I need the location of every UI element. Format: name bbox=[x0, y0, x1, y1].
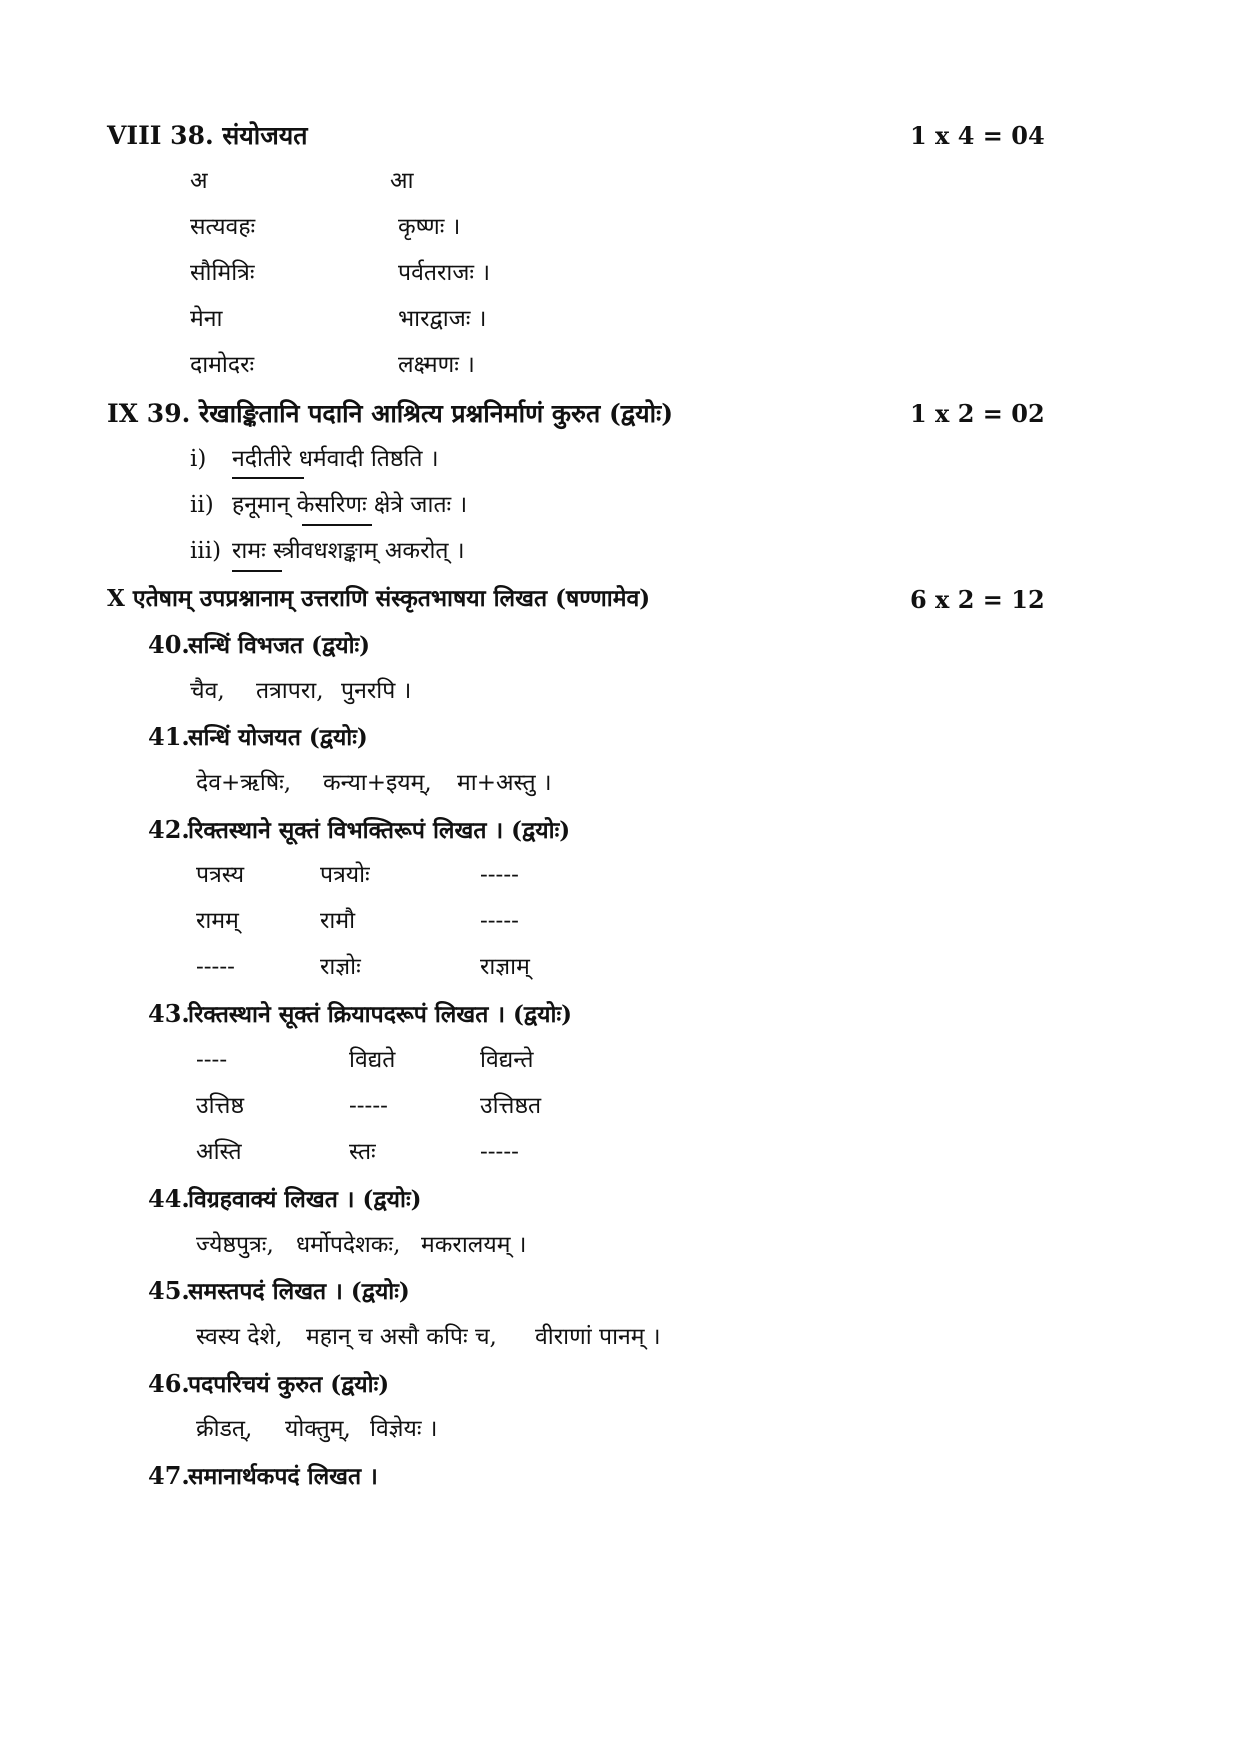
underline-item-text: रामः स्त्रीवधशङ्काम् अकरोत् । bbox=[232, 538, 465, 564]
question-word: धर्मोपदेशकः, bbox=[296, 1232, 401, 1258]
table-cell: उत्तिष्ठत bbox=[480, 1093, 542, 1119]
underline-item-number: i) bbox=[190, 446, 207, 472]
question-title: सन्धिं योजयत (द्वयोः) bbox=[188, 724, 368, 751]
table-cell: ---- bbox=[196, 1047, 228, 1073]
question-number: 44. bbox=[148, 1184, 190, 1213]
underline-mark bbox=[232, 477, 304, 479]
match-column-a-heading: अ bbox=[190, 168, 208, 194]
table-cell: ----- bbox=[480, 1139, 519, 1165]
question-number: 41. bbox=[148, 722, 190, 751]
section-ix-marks: 1 x 2 = 02 bbox=[910, 399, 1045, 428]
match-a-item: सौमित्रिः bbox=[190, 260, 255, 286]
question-word: मा+अस्तु । bbox=[457, 770, 552, 796]
table-cell: विद्यते bbox=[349, 1047, 396, 1073]
section-x-heading: X एतेषाम् उपप्रश्नानाम् उत्तराणि संस्कृतभाषया लिखत (षण्णामेव) bbox=[107, 585, 651, 612]
question-word: तत्रापरा, bbox=[256, 678, 324, 704]
question-word: चैव, bbox=[190, 678, 225, 704]
question-title: समानार्थकपदं लिखत । bbox=[188, 1463, 378, 1490]
table-cell: राज्ञोः bbox=[320, 954, 361, 980]
table-cell: ----- bbox=[480, 908, 519, 934]
match-b-item: लक्ष्मणः । bbox=[398, 352, 475, 378]
match-a-item: दामोदरः bbox=[190, 352, 255, 378]
table-cell: राज्ञाम् bbox=[480, 954, 530, 980]
question-word: योक्तुम्, bbox=[285, 1416, 351, 1442]
table-cell: ----- bbox=[349, 1093, 388, 1119]
question-word: मकरालयम् । bbox=[421, 1232, 527, 1258]
table-cell: स्तः bbox=[349, 1139, 376, 1165]
match-b-item: कृष्णः । bbox=[398, 214, 461, 240]
underline-item-number: ii) bbox=[190, 492, 214, 518]
section-viii-marks: 1 x 4 = 04 bbox=[910, 121, 1045, 150]
question-number: 42. bbox=[148, 815, 190, 844]
question-word: ज्येष्ठपुत्रः, bbox=[196, 1232, 274, 1258]
question-number: 40. bbox=[148, 630, 190, 659]
table-cell: ----- bbox=[480, 862, 519, 888]
question-word: देव+ऋषिः, bbox=[196, 770, 292, 796]
underline-item-number: iii) bbox=[190, 538, 222, 564]
table-cell: अस्ति bbox=[196, 1139, 242, 1165]
question-title: समस्तपदं लिखत । (द्वयोः) bbox=[188, 1278, 410, 1305]
table-cell: पत्रयोः bbox=[320, 862, 370, 888]
underline-item-text: हनूमान् केसरिणः क्षेत्रे जातः । bbox=[232, 492, 468, 518]
question-word: वीराणां पानम् । bbox=[535, 1324, 661, 1350]
question-number: 46. bbox=[148, 1369, 190, 1398]
match-a-item: मेना bbox=[190, 306, 223, 332]
question-title: रिक्तस्थाने सूक्तं क्रियापदरूपं लिखत । (द्वयोः) bbox=[188, 1001, 572, 1028]
table-cell: रामौ bbox=[320, 908, 356, 934]
question-number: 43. bbox=[148, 999, 190, 1028]
question-word: स्वस्य देशे, bbox=[196, 1324, 283, 1350]
question-title: सन्धिं विभजत (द्वयोः) bbox=[188, 632, 371, 659]
question-title: विग्रहवाक्यं लिखत । (द्वयोः) bbox=[188, 1186, 422, 1213]
match-b-item: पर्वतराजः । bbox=[398, 260, 491, 286]
table-cell: विद्यन्ते bbox=[480, 1047, 534, 1073]
section-ix-heading: IX 39. रेखाङ्कितानि पदानि आश्रित्य प्रश्ननिर्माणं कुरुत (द्वयोः) bbox=[107, 399, 674, 428]
question-word: पुनरपि । bbox=[341, 678, 412, 704]
question-title: रिक्तस्थाने सूक्तं विभक्तिरूपं लिखत । (द्वयोः) bbox=[188, 817, 571, 844]
table-cell: ----- bbox=[196, 954, 235, 980]
section-x-marks: 6 x 2 = 12 bbox=[910, 585, 1045, 614]
match-b-item: भारद्वाजः । bbox=[398, 306, 487, 332]
table-cell: उत्तिष्ठ bbox=[196, 1093, 245, 1119]
question-title: पदपरिचयं कुरुत (द्वयोः) bbox=[188, 1371, 390, 1398]
underline-mark bbox=[232, 570, 282, 572]
underline-item-text: नदीतीरे धर्मवादी तिष्ठति । bbox=[232, 446, 439, 472]
section-viii-heading: VIII 38. संयोजयत bbox=[107, 121, 308, 150]
table-cell: पत्रस्य bbox=[196, 862, 245, 888]
match-a-item: सत्यवहः bbox=[190, 214, 256, 240]
underline-mark bbox=[302, 524, 372, 526]
question-number: 47. bbox=[148, 1461, 190, 1490]
question-word: क्रीडत्, bbox=[196, 1416, 253, 1442]
question-word: विज्ञेयः । bbox=[370, 1416, 438, 1442]
match-column-b-heading: आ bbox=[390, 168, 414, 194]
question-word: कन्या+इयम्, bbox=[323, 770, 432, 796]
table-cell: रामम् bbox=[196, 908, 239, 934]
question-word: महान् च असौ कपिः च, bbox=[306, 1324, 497, 1350]
question-number: 45. bbox=[148, 1276, 190, 1305]
